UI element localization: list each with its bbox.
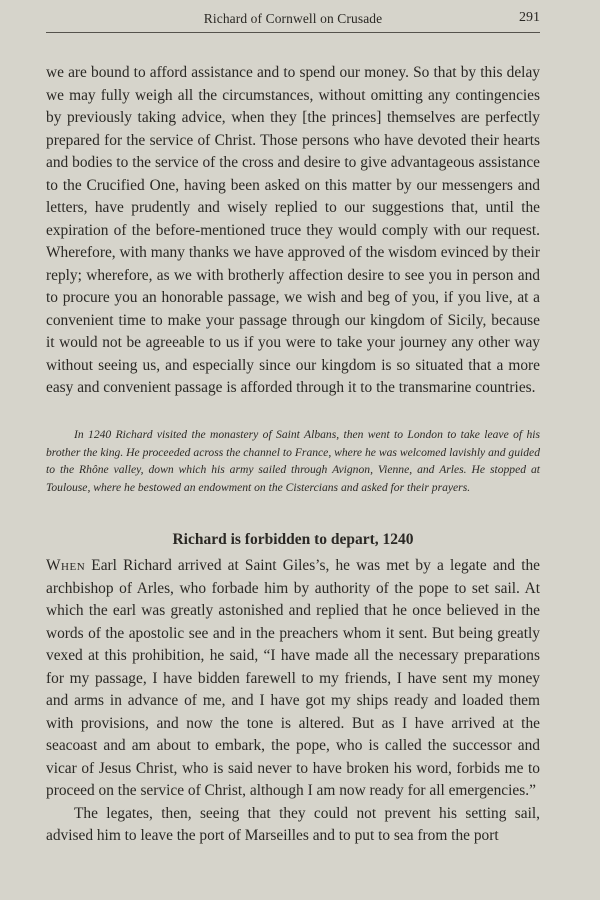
italic-summary-note: In 1240 Richard visited the monastery of Saint Albans, then went to London to take leave of his brother the king. He proceeded across the channel to France, where he was welcomed lavishly and guided to the Rhône valley, down which his army sailed through Avignon, Vienne, and Arles. He stopped at Toulouse, where he bestowed an endowment on the Cistercians and asked for their prayers. [46,428,540,494]
page-number: 291 [519,10,540,25]
section-heading: Richard is forbidden to depart, 1240 [172,531,414,548]
lead-word: When [46,557,86,574]
paragraph-text: we are bound to afford assistance and to spend our money. So that by this delay we may fully weigh all the circumstances, without omitting any contingencies by previously taking advice, when they [the princes] themselves are perfectly prepared for the service of Christ. Those persons who have devoted their hearts and bodies to the service of the cross and desire to give advantageous assistance to the Crucified One, having been asked on this matter by our messengers and letters, have prudently and wisely replied to our suggestions that, until the expiration of the before-mentioned truce they would comply with our request. Wherefore, with many thanks we have approved of the wisdom evinced by their reply; wherefore, as we with brotherly affection desire to see you in person and to procure you an honorable passage, we wish and beg of you, if you live, at a convenient time to make your passage through our kingdom of Sicily, because it would not be agreeable to us if you were to take your journey any other way without seeing us, and especially since our kingdom is so situated that a more easy and convenient passage is afforded through it to the transmarine countries. [46,64,540,396]
section-body [46,555,540,848]
paragraph-text: The legates, then, seeing that they could not prevent his setting sail, advised him to leave the port of Marseilles and to put to sea from the port [46,804,540,844]
opening-paragraph [46,555,540,803]
running-header [46,8,540,33]
running-title: Richard of Cornwell on Crusade [203,11,383,26]
paragraph-text: Earl Richard arrived at Saint Giles’s, he was met by a legate and the archbishop of Arles, who forbade him by authority of the pope to set sail. At which the earl was greatly astonished and replied that he once believed in the words of the apostolic see and in the preachers whom it sent. But being greatly vexed at this prohibition, he said, “I have made all the necessary preparations for my passage, I have bidden farewell to my friends, I have sent my money and arms in advance of me, and I have got my ships ready and loaded them with provisions, and now the tone is altered. But as I have arrived at the seacoast and am about to embark, the pope, who is called the successor and vicar of Jesus Christ, who is said never to have broken his word, forbids me to proceed on the service of Christ, although I am now ready for all emergencies.” [46,557,540,799]
body-paragraph-continued [46,62,540,400]
